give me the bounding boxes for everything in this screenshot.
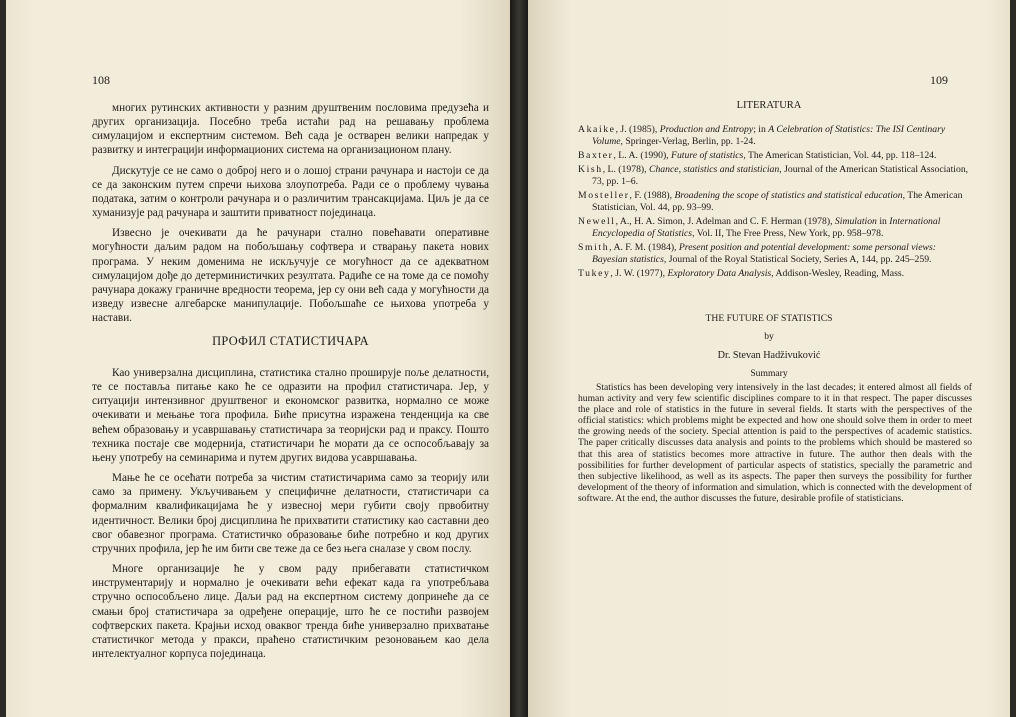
paragraph: Извесно је очекивати да ће рачунари стално повећавати оперативне могућности даљим радом на побољшању софтвера и стварању пакета нових програма. У неким доменима не искључује се могућност да се адекватном симулацијом дође до детерминистичких резултата. Радиће се на томе да се помоћу рачунара докажу граничне вредности теорема, јер су они већ сада у могућности да изведу извесне алгебарске манипулације. Побољшаће се њихова употреба у настави. [92, 227, 489, 325]
paragraph: Мање ће се осећати потреба за чистим статистичарима само за теорију или само за примену. Укључивањем у специфичне делатности, статистичари са формалним квалификацијама ће у извесној мери губити своју првобитну идентичност. Велики број дисциплина ће прихватити статистику као саставни део свог обавезног програма. Статистичко образовање биће потребно и код других стручних профила, јер ће им бити све теже да се без њега сналазе у свом послу. [92, 472, 489, 555]
reference-mid: , Journal of the Royal Statistical Society, Series A, 144, pp. 245–259. [663, 253, 932, 265]
reference-entry [578, 216, 972, 240]
summary-text: Statistics has been developing very intensively in the last decades; it entered almost all fields of human activity and very few scientific disciplines compare to it in that respect. The paper discusses the place and role of statistics in the future in several fields. It starts with the perspectives of the official statistics: which problems might be expected and how one should solve them in order to meet the growing needs of the society. Special attention is paid to the perspectives of academic statistics. The paper critically discusses data analysis and points to the problems which should be mastered so that this area of statistics becomes more attractive in future. The author then deals with the possibilities for further development of particular aspects of statistics, specially the parametric and then subjective likelihood, as well as its aspects. The paper then surveys the possibility for further development of the theory of information and simulation, which is connected with the development of software. At the end, the author discusses the future, desirable profile of statisticians. [578, 382, 972, 504]
reference-mid: , Addison-Wesley, Reading, Mass. [771, 268, 905, 280]
paragraph: многих рутинских активности у разним друштвеним пословима предузећа и других организација. Посебно треба истаћи рад на решавању проблема симулацијом и експертним системом. Већ сада је остварен велики напредак у развитку и интеграцији информационих система на организационом плану. [92, 102, 489, 157]
reference-title: Future of statistics [671, 149, 744, 161]
reference-title: Simulation [834, 216, 877, 228]
reference-author: Akaike [578, 124, 616, 135]
english-title: THE FUTURE OF STATISTICS [705, 313, 833, 324]
reference-title2: A Celebration of Statistics: The ISI Centinary Volume [592, 124, 946, 147]
reference-author: Mosteller [578, 190, 630, 202]
reference-mid: , Journal of the American Statistical Association, 73, pp. 1–6. [592, 164, 969, 187]
reference-entry [578, 164, 972, 188]
reference-entry [578, 124, 972, 148]
body-text-bottom [92, 366, 489, 661]
reference-rest: , L. A. (1990), [613, 149, 672, 161]
reference-author: Kish [578, 164, 603, 176]
reference-title: Production and Entropy [659, 124, 754, 135]
reference-tail: , Springer-Verlag, Berlin, pp. 1-24. [620, 135, 756, 147]
reference-mid: ; in [753, 124, 769, 135]
reference-title: Present position and potential development: some personal views: Bayesian statistics [592, 242, 937, 265]
reference-mid: , The American Statistician, Vol. 44, pp. 118–124. [743, 149, 937, 161]
reference-rest: , J. (1985), [615, 124, 660, 135]
page-number: 108 [92, 73, 110, 87]
reference-rest: , A. F. M. (1984), [609, 242, 679, 254]
reference-author: Newell [578, 216, 616, 228]
right-page [528, 0, 1010, 717]
reference-title: Exploratory Data Analysis [667, 268, 772, 280]
book-gutter [510, 0, 528, 717]
reference-rest: , A., H. A. Simon, J. Adelman and C. F. Herman (1978), [615, 216, 835, 228]
reference-title: Broadening the scope of statistics and statistical education [674, 190, 903, 202]
reference-mid: , The American Statistician, Vol. 44, pp. 93–99. [592, 190, 963, 213]
reference-mid: in [876, 216, 890, 228]
reference-rest: , J. W. (1977), [610, 268, 668, 280]
reference-list [578, 124, 972, 282]
reference-author: Smith [578, 242, 610, 254]
author-name: Dr. Stevan Hadživuković [717, 350, 821, 361]
reference-author: Baxter [578, 149, 614, 161]
reference-author: Tukey [578, 268, 611, 280]
left-page [6, 0, 510, 717]
paragraph: Као универзална дисциплина, статистика стално проширује поље делатности, те се поставља питање како ће се одразити на профил статистичара. Јер, у ситуацији интензивног друштвеног и економског развитка, нормално се може очекивати и мењање тога профила. Биће присутна изражена тенденција ка све већем образовању и усавршавању статистичара за теоријски рад и праксу. Пошто техника постаје све модернија, статистичари ће морати да се оспособљавају за њену употребу на семинарима и путем других видова усавршавања. [92, 367, 489, 464]
paragraph: Дискутује се не само о доброј него и о лошој страни рачунара и настоји се да се да законским путем спречи њихова злоупотреба. Ради се о проблему чувања података, затим о контроли рачунара и о различитим трансакцијама. Циљ је да се хуманизује рад рачунара и заштити приватност појединаца. [92, 164, 489, 220]
reference-rest: , F. (1988), [629, 190, 675, 202]
reference-title: Chance, statistics and statistician [648, 164, 780, 176]
byline-by: by [764, 331, 774, 342]
reference-entry [578, 150, 972, 162]
summary-heading: Summary [750, 368, 788, 379]
body-text-top [92, 101, 489, 325]
paragraph: Многе организације ће у свом раду прибегавати статистичком инструментарију и нормално је очекивати већи ефекат када га употребљава стручно оспособљено лице. Даљи рад на експертном систему допринеће да се смањи број статистичара за одређене операције, што ће се постићи развојем софтверских пакета. Крајњи исход оваквог тренда биће универзално прихватање статистичког метода у пракси, праћено статистичким резоновањем као дела интелектуалног корпуса појединаца. [92, 563, 489, 660]
reference-title2: International Encyclopedia of Statistics [592, 216, 941, 239]
reference-entry [578, 242, 972, 266]
reference-entry [578, 190, 972, 214]
reference-entry [578, 268, 972, 280]
page-number: 109 [930, 73, 948, 87]
reference-rest: , L. (1978), [602, 164, 649, 176]
section-heading: ПРОФИЛ СТАТИСТИЧАРА [212, 334, 369, 348]
literature-heading: LITERATURA [736, 100, 802, 111]
reference-tail: , Vol. II, The Free Press, New York, pp. 958–978. [692, 227, 884, 239]
